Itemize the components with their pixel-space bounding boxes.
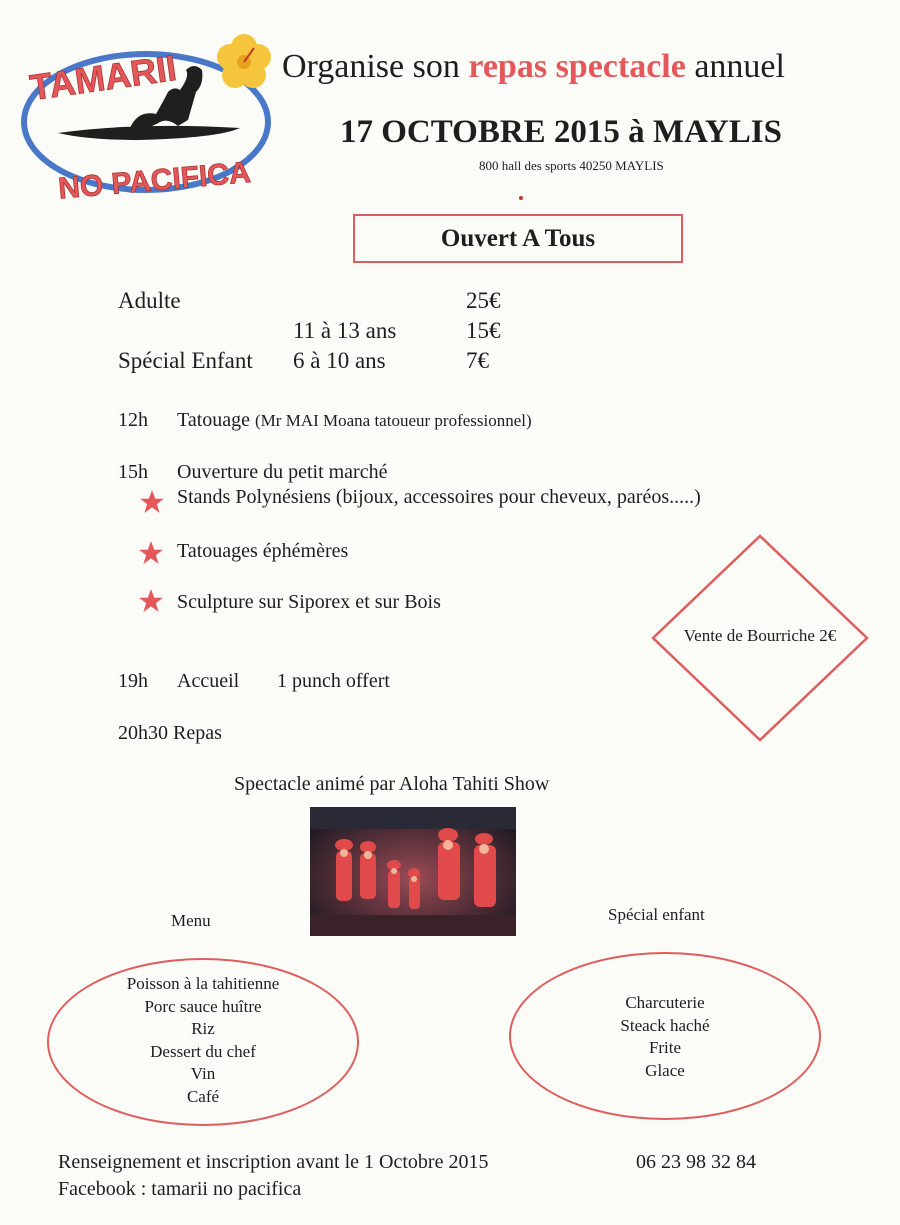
menu-item: Dessert du chef [150,1041,256,1061]
headline: Organise son repas spectacle annuel [282,48,785,85]
facebook-line: Facebook : tamarii no pacifica [58,1178,302,1200]
hibiscus-icon [217,34,271,88]
show-photo [310,807,516,936]
kids-menu-item: Frite [648,1038,682,1057]
menu-item: Poisson à la tahitienne [126,974,280,993]
dinner-time: 20h30 Repas [118,722,222,744]
bullet-temp-tattoos: Tatouages éphémères [177,540,349,562]
menu-items [47,973,359,1108]
event-date: 17 OCTOBRE 2015 à MAYLIS [340,114,782,150]
price-adult: 25€ [466,288,501,313]
headline-highlight: repas spectacle [468,48,686,85]
raffle-label: Vente de Bourriche 2€ [683,626,837,645]
kids-menu-item: Steack haché [620,1015,710,1035]
tamarii-logo [18,30,280,210]
menu-heading: Menu [171,911,211,930]
menu-item: Porc sauce huître [144,996,262,1016]
special-child-label: Spécial Enfant [118,348,253,373]
price-6-10: 7€ [466,348,489,373]
age-11-13: 11 à 13 ans [293,318,397,343]
welcome: Accueil [177,670,240,692]
time-15h: 15h [118,461,148,483]
kids-menu-items [509,992,821,1082]
logo-line-1: TAMARII [27,46,179,109]
price-11-13: 15€ [466,318,501,343]
logo-line-2: NO PACIFICA [56,155,252,206]
dot [519,196,523,200]
star-icon [138,540,164,566]
bullet-sculpture: Sculpture sur Siporex et sur Bois [177,591,441,613]
registration-info: Renseignement et inscription avant le 1 Octobre 2015 [58,1151,489,1173]
phone-number: 06 23 98 32 84 [636,1151,756,1173]
menu-item: Riz [191,1019,215,1038]
open-to-all-box: Ouvert A Tous [353,214,683,263]
price-adult-label: Adulte [118,288,181,313]
tattoo-line: Tatouage (Mr MAI Moana tatoueur professionnel) [177,409,532,431]
menu-item: Café [186,1086,220,1106]
event-address: 800 hall des sports 40250 MAYLIS [479,158,664,173]
star-icon [139,489,165,515]
star-icon [138,588,164,614]
market-opening: Ouverture du petit marché [177,461,388,483]
time-19h: 19h [118,670,148,692]
show-title: Spectacle animé par Aloha Tahiti Show [234,773,550,795]
kids-menu-item: Glace [645,1060,685,1080]
kids-menu-heading: Spécial enfant [608,905,705,924]
punch-offered: 1 punch offert [277,670,390,692]
age-6-10: 6 à 10 ans [293,348,386,373]
bullet-stands: Stands Polynésiens (bijoux, accessoires pour cheveux, paréos.....) [177,486,701,508]
kids-menu-item: Charcuterie [625,993,705,1012]
time-12h: 12h [118,409,148,431]
menu-item: Vin [190,1064,216,1083]
